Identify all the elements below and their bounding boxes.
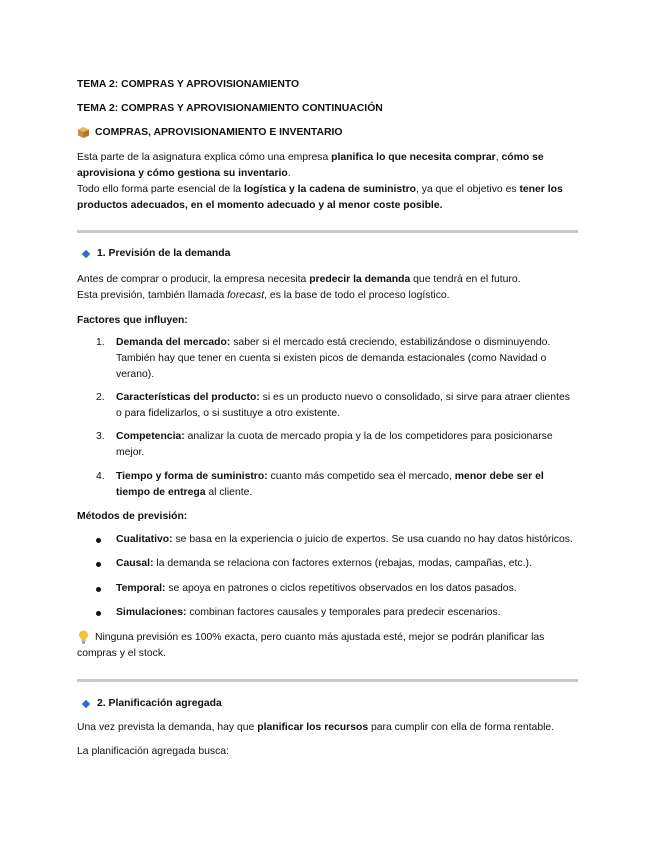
tip-text-cont: compras y el stock.: [77, 648, 166, 659]
list-item-cont: o para fidelizarlos, o si sustituye a otro existente.: [116, 408, 341, 419]
list-item-cont: También hay que tener en cuenta si existen picos de demanda estacionales (como Navidad o: [116, 353, 547, 364]
bullet: [96, 611, 101, 616]
page-title: TEMA 2: COMPRAS Y APROVISIONAMIENTO: [77, 79, 300, 90]
list-item: Simulaciones: combinan factores causales y temporales para predecir escenarios.: [116, 607, 501, 618]
list-item-cont: mejor.: [116, 447, 145, 458]
bullet: [96, 562, 101, 567]
paragraph: Antes de comprar o producir, la empresa necesita predecir la demanda que tendrá en el futuro.: [77, 274, 521, 285]
bullet: [96, 587, 101, 592]
list-item: Demanda del mercado: saber si el mercado está creciendo, estabilizándose o disminuyendo.: [116, 337, 551, 348]
divider: [77, 230, 578, 233]
tip-text: Ninguna previsión es 100% exacta, pero cuanto más ajustada esté, mejor se podrán planificar las: [95, 632, 545, 643]
list-number: 2.: [96, 392, 105, 403]
list-number: 1.: [96, 337, 105, 348]
box-icon: [77, 126, 90, 145]
intro-line-3: Todo ello forma parte esencial de la logística y la cadena de suministro, ya que el objetivo es tener los: [77, 184, 563, 195]
list-item: Características del producto: si es un producto nuevo o consolidado, si sirve para atraer clientes: [116, 392, 570, 403]
paragraph: La planificación agregada busca:: [77, 746, 229, 757]
list-item: Cualitativo: se basa en la experiencia o juicio de expertos. Se usa cuando no hay datos históricos.: [116, 534, 573, 545]
list-number: 3.: [96, 431, 105, 442]
paragraph: Esta previsión, también llamada forecast, es la base de todo el proceso logístico.: [77, 290, 450, 301]
list-item: Temporal: se apoya en patrones o ciclos repetitivos observados en los datos pasados.: [116, 583, 517, 594]
section-heading-1: 1. Previsión de la demanda: [97, 248, 231, 259]
list-item: Causal: la demanda se relaciona con factores externos (rebajas, modas, campañas, etc.).: [116, 558, 532, 569]
diamond-icon: [82, 700, 90, 708]
factors-label: Factores que influyen:: [77, 315, 188, 326]
diamond-icon: [82, 250, 90, 258]
page-subtitle: TEMA 2: COMPRAS Y APROVISIONAMIENTO CONTINUACIÓN: [77, 103, 383, 114]
list-item-cont: verano).: [116, 369, 155, 380]
list-number: 4.: [96, 471, 105, 482]
list-item: Competencia: analizar la cuota de mercado propia y la de los competidores para posicionarse: [116, 431, 553, 442]
paragraph: Una vez prevista la demanda, hay que planificar los recursos para cumplir con ella de forma rentable.: [77, 722, 555, 733]
bullet: [96, 538, 101, 543]
intro-line-1: Esta parte de la asignatura explica cómo una empresa planifica lo que necesita comprar, cómo se: [77, 152, 544, 163]
list-item: Tiempo y forma de suministro: cuanto más competido sea el mercado, menor debe ser el: [116, 471, 544, 482]
intro-line-2: aprovisiona y cómo gestiona su inventario.: [77, 168, 291, 179]
intro-line-4: productos adecuados, en el momento adecuado y al menor coste posible.: [77, 200, 443, 211]
section-title: COMPRAS, APROVISIONAMIENTO E INVENTARIO: [95, 127, 343, 138]
section-heading-2: 2. Planificación agregada: [97, 698, 222, 709]
list-item-cont: tiempo de entrega al cliente.: [116, 487, 253, 498]
methods-label: Métodos de previsión:: [77, 511, 188, 522]
divider: [77, 679, 578, 682]
